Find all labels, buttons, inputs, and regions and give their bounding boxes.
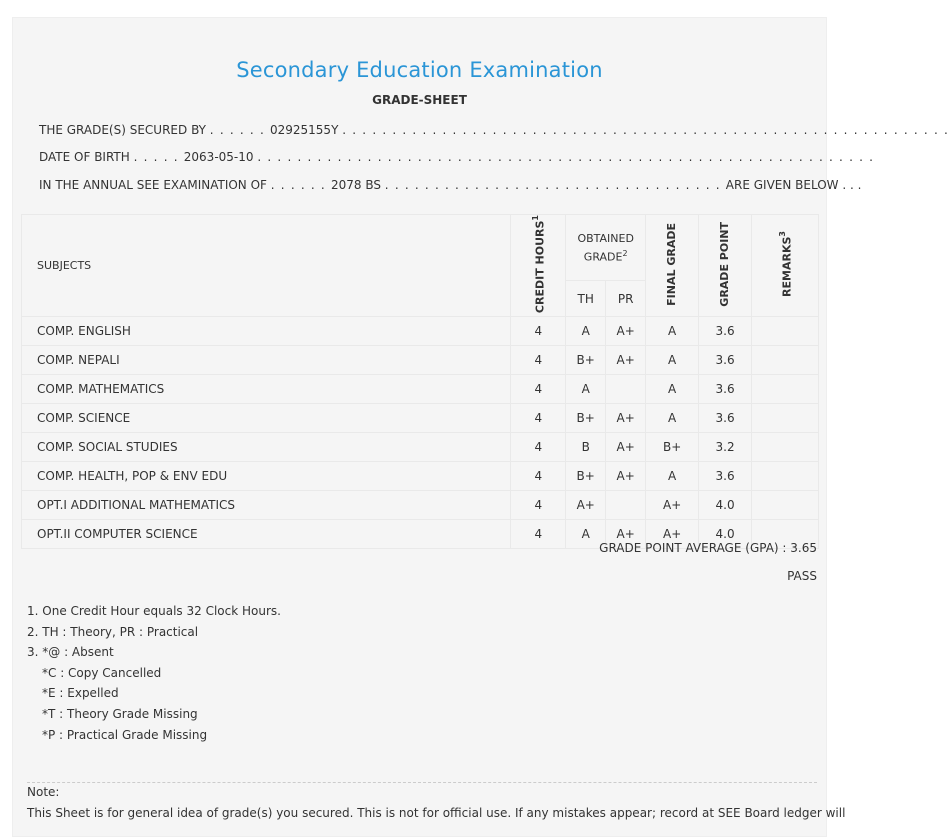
pr-cell: A+ xyxy=(606,317,646,346)
subject-cell: COMP. HEALTH, POP & ENV EDU xyxy=(22,462,511,491)
pr-cell: A+ xyxy=(606,462,646,491)
obtained-grade-header: OBTAINED GRADE$^2$ xyxy=(566,215,646,281)
credit-cell: 4 xyxy=(511,520,566,549)
grade-point-cell: 4.0 xyxy=(699,491,752,520)
table-row xyxy=(22,462,819,491)
th-cell: B+ xyxy=(566,404,606,433)
credit-cell: 4 xyxy=(511,491,566,520)
th-cell: A xyxy=(566,520,606,549)
pr-cell xyxy=(606,491,646,520)
credit-hours-header: CREDIT HOURS$^1$ xyxy=(511,215,566,317)
gpa-label: GRADE POINT AVERAGE (GPA) : xyxy=(599,541,787,555)
footnote-item: 2. TH : Theory, PR : Practical xyxy=(27,624,199,639)
remarks-cell xyxy=(752,375,819,404)
note-title: Note: xyxy=(27,785,60,799)
grade-point-cell: 4.0 xyxy=(699,520,752,549)
table-row xyxy=(22,375,819,404)
pr-cell: A+ xyxy=(606,346,646,375)
dob-line: DATE OF BIRTH . . . . . 2063-05-10 . . . . . . . . . . . . . . . . . . . . . . . . . . . . . . . . . . . . . . . . . . . . . . . . . . . . . . . . . . . . . . xyxy=(39,150,875,164)
exam-year: 2078 BS xyxy=(330,178,381,192)
symbol-number: 02925155Y xyxy=(269,123,339,137)
grades-table xyxy=(21,214,819,549)
table-row xyxy=(22,317,819,346)
th-cell: B+ xyxy=(566,346,606,375)
dob-value: 2063-05-10 xyxy=(183,150,254,164)
grade-point-cell: 3.6 xyxy=(699,462,752,491)
th-cell: A xyxy=(566,375,606,404)
table-row xyxy=(22,346,819,375)
table-row xyxy=(22,433,819,462)
grade-point-header: GRADE POINT xyxy=(699,215,752,317)
table-row xyxy=(22,491,819,520)
remarks-cell xyxy=(752,404,819,433)
subject-cell: COMP. SOCIAL STUDIES xyxy=(22,433,511,462)
remarks-header: REMARKS$^3$ xyxy=(752,215,819,317)
footnote-item: *C : Copy Cancelled xyxy=(42,665,162,680)
grade-point-cell: 3.6 xyxy=(699,317,752,346)
th-cell: A+ xyxy=(566,491,606,520)
exam-suffix: ARE GIVEN BELOW . . . xyxy=(725,178,862,192)
pr-cell xyxy=(606,375,646,404)
remarks-cell xyxy=(752,346,819,375)
subject-cell: COMP. NEPALI xyxy=(22,346,511,375)
th-cell: B+ xyxy=(566,462,606,491)
remarks-cell xyxy=(752,462,819,491)
credit-cell: 4 xyxy=(511,346,566,375)
subjects-header: SUBJECTS xyxy=(22,215,511,317)
gpa-value: 3.65 xyxy=(790,541,817,555)
note-divider xyxy=(27,782,817,783)
footnote-item: *T : Theory Grade Missing xyxy=(42,706,198,721)
final-grade-cell: B+ xyxy=(646,433,699,462)
subject-cell: OPT.I ADDITIONAL MATHEMATICS xyxy=(22,491,511,520)
grade-point-cell: 3.2 xyxy=(699,433,752,462)
note-text: This Sheet is for general idea of grade(s) you secured. This is not for official use. If any mistakes appear; record at SEE Board ledger will xyxy=(27,806,846,820)
exam-line: IN THE ANNUAL SEE EXAMINATION OF . . . . . . 2078 BS . . . . . . . . . . . . . . . . . . . . . . . . . . . . . . . . . . ARE GIVEN BELOW . . . xyxy=(39,178,862,192)
footnote-item: *E : Expelled xyxy=(42,686,119,701)
final-grade-header: FINAL GRADE xyxy=(646,215,699,317)
th-header: TH xyxy=(566,281,606,317)
pr-cell: A+ xyxy=(606,433,646,462)
subject-cell: COMP. SCIENCE xyxy=(22,404,511,433)
remarks-cell xyxy=(752,491,819,520)
footnote-item: *P : Practical Grade Missing xyxy=(42,727,208,742)
grade-sheet xyxy=(12,17,949,837)
pr-cell: A+ xyxy=(606,520,646,549)
subject-cell: COMP. MATHEMATICS xyxy=(22,375,511,404)
footnotes xyxy=(27,601,281,745)
credit-cell: 4 xyxy=(511,462,566,491)
th-cell: A xyxy=(566,317,606,346)
secured-by-label: THE GRADE(S) SECURED BY xyxy=(39,123,206,137)
final-grade-cell: A xyxy=(646,317,699,346)
gpa-line xyxy=(599,541,817,555)
final-grade-cell: A xyxy=(646,404,699,433)
sheet-subtitle: GRADE-SHEET xyxy=(372,93,467,107)
grade-point-cell: 3.6 xyxy=(699,346,752,375)
credit-cell: 4 xyxy=(511,317,566,346)
final-grade-cell: A+ xyxy=(646,520,699,549)
subject-cell: COMP. ENGLISH xyxy=(22,317,511,346)
credit-cell: 4 xyxy=(511,433,566,462)
exam-title: Secondary Education Examination xyxy=(236,58,603,82)
final-grade-cell: A+ xyxy=(646,491,699,520)
exam-label: IN THE ANNUAL SEE EXAMINATION OF xyxy=(39,178,267,192)
result-status: PASS xyxy=(787,569,817,583)
footnote-item: 3. *@ : Absent xyxy=(27,645,114,660)
secured-by-line: THE GRADE(S) SECURED BY . . . . . . 02925155Y . . . . . . . . . . . . . . . . . . . . . . . . . . . . . . . . . . . . . . . . . . . . . . . . . . . . . . . . . . . . . xyxy=(39,123,949,137)
final-grade-cell: A xyxy=(646,346,699,375)
credit-cell: 4 xyxy=(511,375,566,404)
th-cell: B xyxy=(566,433,606,462)
pr-cell: A+ xyxy=(606,404,646,433)
remarks-cell xyxy=(752,433,819,462)
table-row xyxy=(22,404,819,433)
grade-point-cell: 3.6 xyxy=(699,404,752,433)
footnote-item: 1. One Credit Hour equals 32 Clock Hours. xyxy=(27,604,281,618)
remarks-cell xyxy=(752,317,819,346)
credit-cell: 4 xyxy=(511,404,566,433)
final-grade-cell: A xyxy=(646,462,699,491)
subject-cell: OPT.II COMPUTER SCIENCE xyxy=(22,520,511,549)
grade-point-cell: 3.6 xyxy=(699,375,752,404)
final-grade-cell: A xyxy=(646,375,699,404)
pr-header: PR xyxy=(606,281,646,317)
dob-label: DATE OF BIRTH xyxy=(39,150,130,164)
